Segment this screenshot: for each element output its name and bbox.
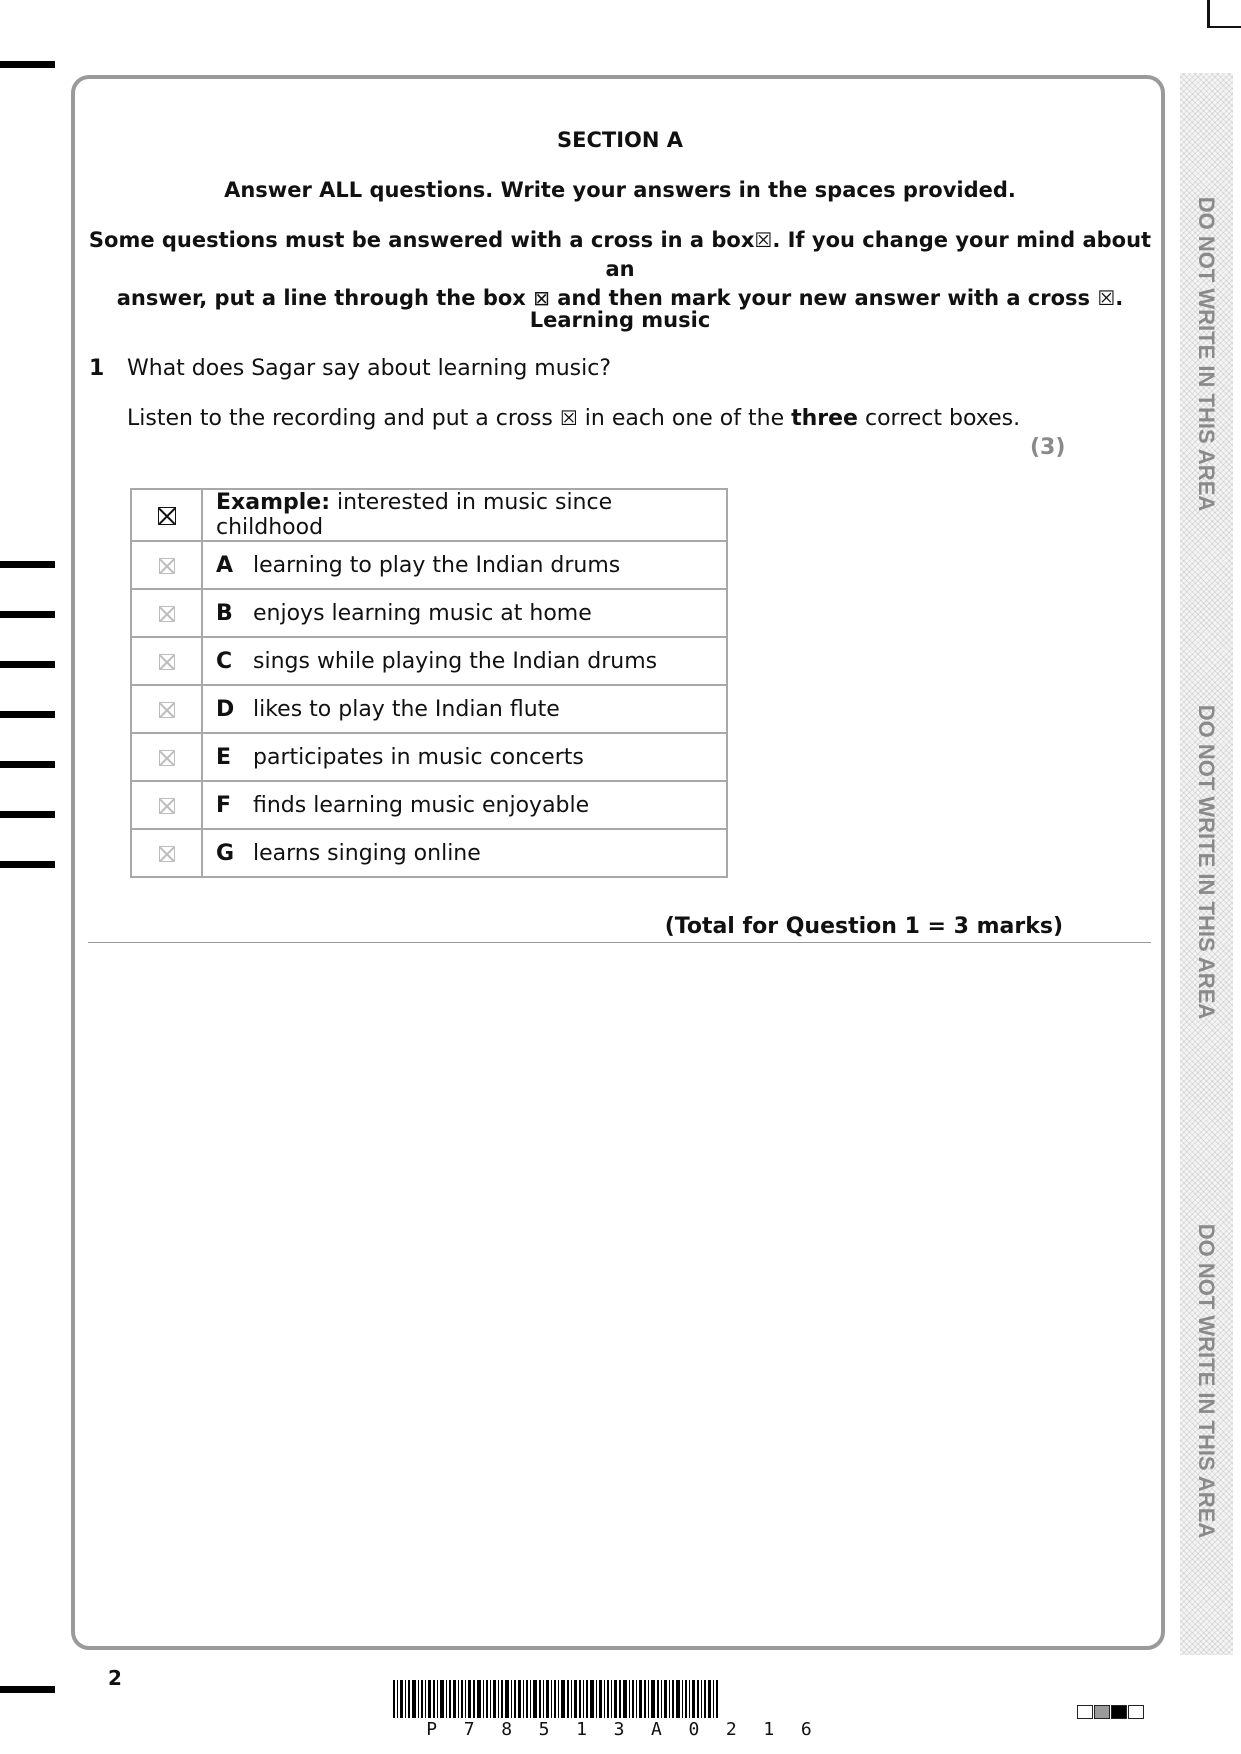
timing-mark bbox=[0, 811, 55, 818]
option-text: learning to play the Indian drums bbox=[253, 552, 621, 578]
option-letter: C bbox=[216, 648, 233, 674]
checked-box-icon bbox=[158, 507, 176, 525]
topic-heading: Learning music bbox=[529, 308, 711, 332]
option-row bbox=[131, 829, 727, 877]
option-row bbox=[131, 685, 727, 733]
page-number: 2 bbox=[108, 1666, 122, 1690]
option-letter: F bbox=[216, 792, 232, 818]
instruction-cross-box: Some questions must be answered with a cross in a box☒. If you change your mind about an answer, put a line through the box ⊠ and then mark your new answer with a cross ☒. bbox=[88, 228, 1152, 310]
timing-mark bbox=[0, 611, 55, 618]
answer-checkbox-a[interactable] bbox=[159, 558, 175, 574]
instruction-answer-all: Answer ALL questions. Write your answers in the spaces provided. bbox=[224, 178, 1016, 202]
question-number: 1 bbox=[89, 356, 105, 381]
section-title: SECTION A bbox=[556, 128, 683, 152]
option-text: enjoys learning music at home bbox=[253, 600, 592, 626]
option-letter: B bbox=[216, 600, 233, 626]
option-letter: G bbox=[216, 840, 235, 866]
cross-box-icon: ☒ bbox=[559, 406, 578, 430]
crop-mark-horizontal bbox=[1207, 26, 1241, 28]
cross-box-icon: ☒ bbox=[754, 228, 773, 252]
answer-checkbox-f[interactable] bbox=[159, 798, 175, 814]
registration-squares bbox=[1077, 1705, 1145, 1724]
barcode bbox=[393, 1680, 845, 1718]
cross-box-icon: ☒ bbox=[1097, 286, 1116, 310]
answer-checkbox-e[interactable] bbox=[159, 750, 175, 766]
crop-mark-vertical bbox=[1207, 0, 1210, 28]
timing-mark bbox=[0, 761, 55, 768]
example-label: Example: bbox=[216, 490, 330, 515]
option-text: participates in music concerts bbox=[253, 744, 584, 770]
option-letter: E bbox=[216, 744, 232, 770]
timing-mark bbox=[0, 1686, 55, 1693]
timing-mark bbox=[0, 861, 55, 868]
answer-checkbox-g[interactable] bbox=[159, 846, 175, 862]
option-row bbox=[131, 781, 727, 829]
question-instruction: Listen to the recording and put a cross ☒ in each one of the three correct boxes. bbox=[127, 406, 1021, 431]
option-letter: A bbox=[216, 552, 234, 578]
option-row bbox=[131, 541, 727, 589]
option-text: finds learning music enjoyable bbox=[253, 792, 590, 818]
option-text: learns singing online bbox=[253, 840, 481, 866]
option-row bbox=[131, 733, 727, 781]
question-divider bbox=[88, 942, 1151, 943]
timing-mark bbox=[0, 661, 55, 668]
option-text: likes to play the Indian flute bbox=[253, 696, 560, 722]
answer-table bbox=[130, 488, 728, 878]
example-text: interested in music since childhood bbox=[216, 490, 613, 540]
option-row bbox=[131, 637, 727, 685]
answer-checkbox-d[interactable] bbox=[159, 702, 175, 718]
question-total: (Total for Question 1 = 3 marks) bbox=[664, 914, 1063, 939]
answer-checkbox-b[interactable] bbox=[159, 606, 175, 622]
question-text: What does Sagar say about learning music? bbox=[127, 356, 612, 381]
option-text: sings while playing the Indian drums bbox=[253, 648, 658, 674]
option-row bbox=[131, 589, 727, 637]
barcode-digits: P 7 8 5 1 3 A 0 2 1 6 bbox=[426, 1719, 812, 1740]
timing-mark bbox=[0, 61, 55, 68]
question-marks: (3) bbox=[1030, 435, 1066, 460]
example-row bbox=[131, 489, 727, 541]
example-checkbox bbox=[131, 489, 202, 541]
option-letter: D bbox=[216, 696, 235, 722]
timing-mark bbox=[0, 711, 55, 718]
answer-checkbox-c[interactable] bbox=[159, 654, 175, 670]
timing-mark bbox=[0, 561, 55, 568]
struck-box-icon: ⊠ bbox=[533, 286, 550, 310]
